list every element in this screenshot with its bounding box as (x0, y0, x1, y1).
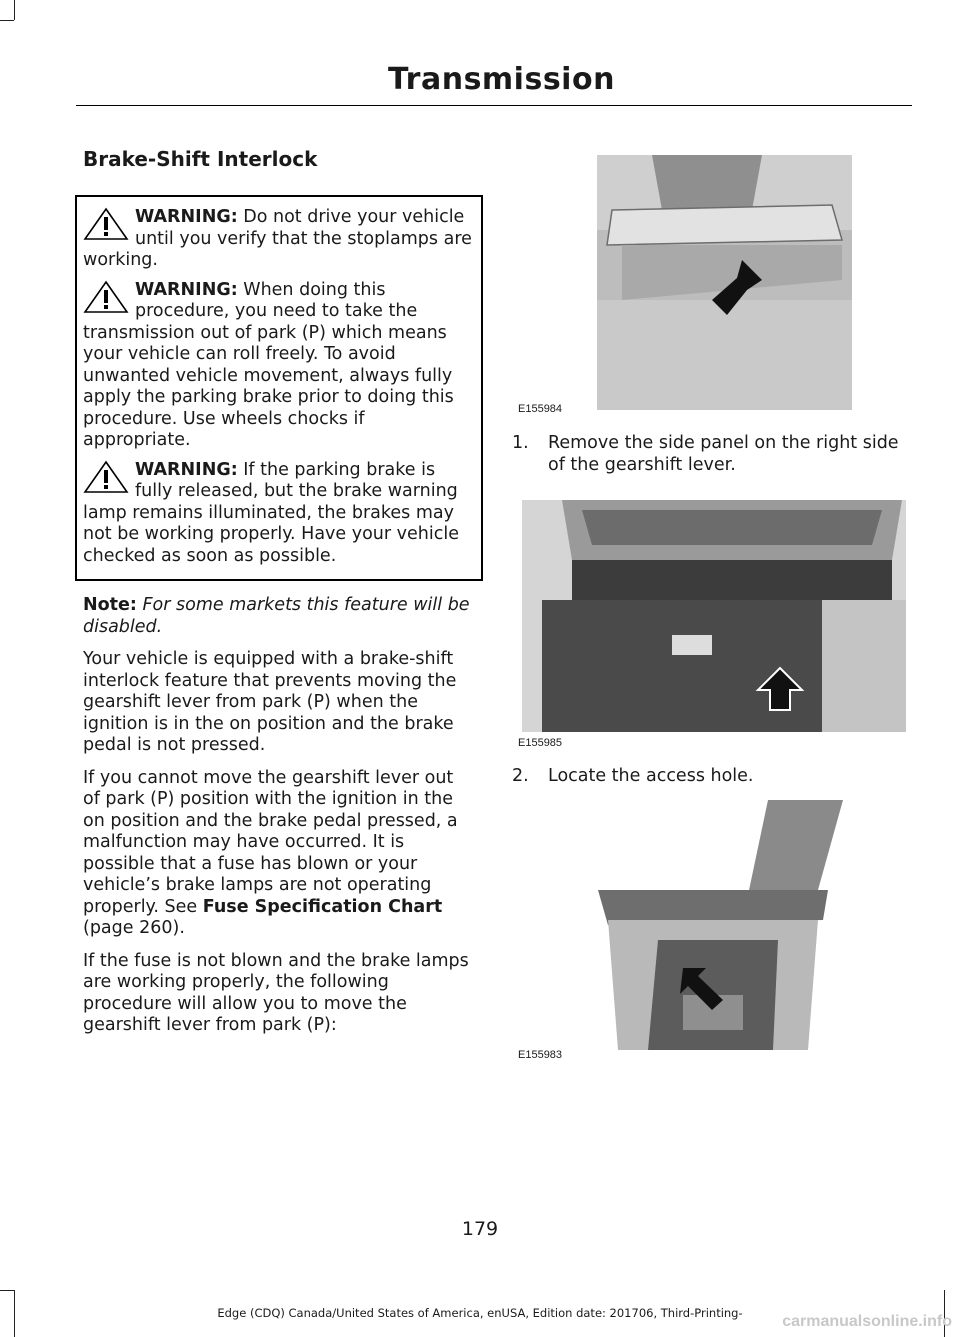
warning-item (77, 460, 475, 568)
warning-triangle-icon (83, 207, 129, 241)
warning-label: WARNING: (135, 207, 238, 227)
warning-text: When doing this procedure, you need to take the transmission out of park (P) which means your vehicle can roll freely. To avoid unwanted vehicle movement, always fully apply the parking brake prior to doing this procedure. Use wheels chocks if appropriate. (83, 279, 454, 450)
step-text: Locate the access hole. (548, 766, 754, 786)
cross-reference-link[interactable]: Fuse Specification Chart (202, 896, 443, 917)
warning-text: Do not drive your vehicle until you verify that the stoplamps are working. (83, 207, 472, 270)
figure-3-illustration (578, 800, 843, 1056)
note-text: For some markets this feature will be disabled. (83, 595, 470, 637)
body-paragraph (83, 768, 475, 940)
crop-mark (0, 20, 14, 21)
step-item (512, 432, 912, 478)
warning-item (77, 280, 475, 452)
crop-mark (0, 1290, 14, 1291)
body-text: If you cannot move the gearshift lever out of park (P) position with the ignition in the on position and the brake pedal pressed, a malfunction may have occurred. It is possible that a fuse has blown or your vehicle’s brake lamps are not operating properly. See (83, 767, 458, 917)
figure-2-illustration (522, 500, 906, 732)
warning-label: WARNING: (135, 279, 238, 300)
crop-mark (14, 0, 15, 20)
warning-item (77, 207, 475, 272)
section-title: Transmission (388, 62, 615, 97)
figure-code: E155985 (518, 737, 563, 749)
step-item (512, 765, 912, 789)
figure-1-illustration (512, 150, 852, 410)
figure-code: E155984 (518, 403, 563, 415)
step-number: 1. (512, 433, 529, 453)
note-label: Note: (83, 595, 137, 615)
watermark: carmanualsonline.info (782, 1313, 952, 1330)
figure-code: E155983 (518, 1049, 563, 1061)
left-column (83, 145, 475, 1048)
body-paragraph: If the fuse is not blown and the brake lamps are working properly, the following procedure will allow you to move the gearshift lever from park (P): (83, 950, 469, 1035)
warning-text: If the parking brake is fully released, but the brake warning lamp remains illuminated, the brakes may not be working properly. Have your vehicle checked as soon as possible. (83, 459, 459, 566)
page-number: 179 (461, 1218, 499, 1240)
step-number: 2. (512, 766, 529, 786)
warning-label: WARNING: (135, 459, 238, 480)
footer-text: Edge (CDQ) Canada/United States of America, enUSA, Edition date: 201706, Third-Printing- (217, 1306, 743, 1320)
step-text: Remove the side panel on the right side of the gearshift lever. (548, 433, 899, 475)
warning-triangle-icon (83, 460, 129, 494)
body-text: (page 260). (83, 918, 185, 938)
body-paragraph: Your vehicle is equipped with a brake-shift interlock feature that prevents moving the gearshift lever from park (P) when the ignition is in the on position and the brake pedal is not pressed. (83, 649, 457, 755)
page-heading: Brake-Shift Interlock (83, 147, 318, 171)
warning-box (75, 195, 483, 581)
warning-triangle-icon (83, 280, 129, 314)
header-rule (76, 105, 912, 106)
note-paragraph (83, 595, 475, 638)
